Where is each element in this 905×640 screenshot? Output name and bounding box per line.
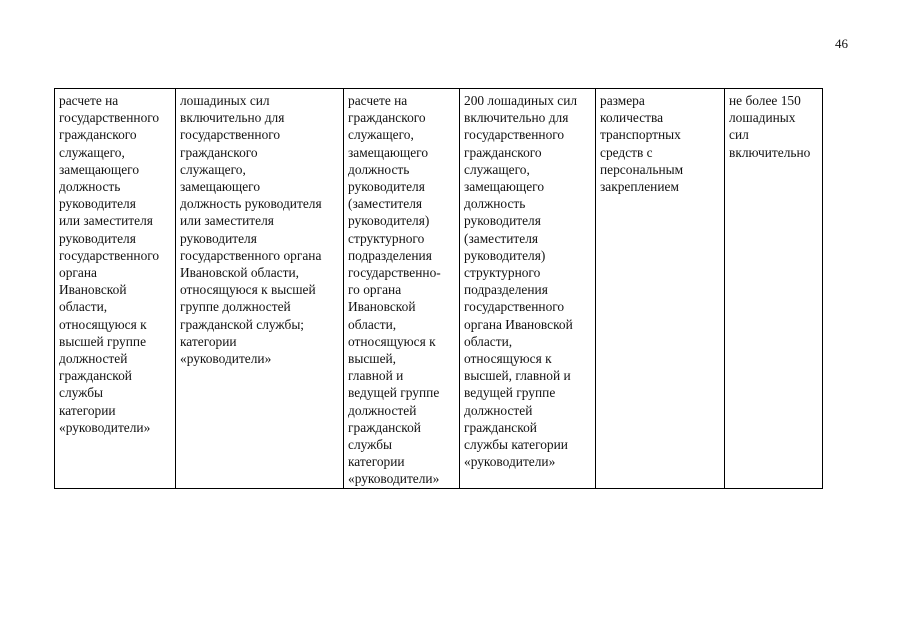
cell-text-line: области, <box>464 333 513 349</box>
cell-text-line: области, <box>348 316 397 332</box>
cell-text-line: замещающего <box>59 161 140 177</box>
cell-text-line: гражданского <box>464 144 542 160</box>
cell-text-line: органа Ивановской <box>464 316 573 332</box>
cell-text-line: средств с <box>600 144 653 160</box>
cell-text-line: ведущей группе <box>464 385 556 401</box>
cell-text-line: ведущей группе <box>348 385 440 401</box>
cell-text-line: государственного <box>180 127 281 143</box>
cell-text-line: должность <box>59 179 121 195</box>
cell-text-line: подразделения <box>348 247 432 263</box>
cell-text-line: государственного органа <box>180 247 322 263</box>
cell-text-line: относящуюся к <box>59 316 147 332</box>
table-cell <box>596 89 725 489</box>
cell-text-line: сил <box>729 127 749 143</box>
cell-text-line: гражданской <box>464 419 537 435</box>
cell-text-line: «руководители» <box>59 419 151 435</box>
cell-text-line: 200 лошадиных сил <box>464 93 578 108</box>
cell-text-line: должностей <box>59 351 128 367</box>
cell-text-line: закреплением <box>600 179 679 195</box>
cell-text-line: высшей группе <box>59 333 147 349</box>
cell-text-line: Ивановской области, <box>180 265 299 281</box>
cell-text-line: руководителя <box>180 230 257 246</box>
cell-text-line: руководителя <box>348 179 425 195</box>
cell-text-line: «руководители» <box>348 471 440 487</box>
cell-text-line: относящуюся к <box>348 333 436 349</box>
cell-text-line: относящуюся к высшей <box>180 282 316 298</box>
cell-text-line: должностей <box>464 402 533 418</box>
cell-text-line: размера <box>600 93 645 108</box>
table-cell <box>725 89 823 489</box>
cell-text-line: категории <box>59 402 116 418</box>
cell-text-line: области, <box>59 299 108 315</box>
cell-text-line: главной и <box>348 368 404 384</box>
cell-text-line: высшей, <box>348 351 397 367</box>
cell-text-line: персональным <box>600 161 684 177</box>
cell-text-line: должность руководителя <box>180 196 322 212</box>
cell-text-line: (заместителя <box>464 230 539 246</box>
cell-text-line: лошадиных сил <box>180 93 270 108</box>
cell-text-line: замещающего <box>464 179 545 195</box>
cell-text-line: «руководители» <box>180 351 272 367</box>
cell-text-line: подразделения <box>464 282 548 298</box>
cell-text-line: относящуюся к <box>464 351 552 367</box>
cell-text-line: включительно <box>729 144 811 160</box>
cell-text-line: количества <box>600 110 664 126</box>
cell-text-line: гражданской службы; <box>180 316 305 332</box>
cell-text-line: «руководители» <box>464 454 556 470</box>
cell-text-line: служащего, <box>59 144 125 160</box>
table-cell <box>344 89 460 489</box>
cell-text-line: структурного <box>348 230 425 246</box>
cell-text-line: руководителя) <box>464 247 546 263</box>
cell-text-line: гражданского <box>348 110 426 126</box>
cell-text-line: должностей <box>348 402 417 418</box>
cell-text-line: должность <box>348 161 410 177</box>
cell-text-line: руководителя <box>59 196 136 212</box>
cell-text-line: структурного <box>464 265 541 281</box>
cell-text-line: Ивановской <box>348 299 416 315</box>
cell-text-line: го органа <box>348 282 402 298</box>
cell-text-line: государственного <box>464 127 565 143</box>
cell-text-line: гражданского <box>180 144 258 160</box>
cell-text-line: или заместителя <box>59 213 153 229</box>
cell-text-line: службы категории <box>464 437 568 453</box>
cell-text-line: расчете на <box>348 93 408 108</box>
cell-text-line: служащего, <box>464 161 530 177</box>
cell-text-line: включительно для <box>464 110 569 126</box>
cell-text-line: не более 150 <box>729 93 801 108</box>
cell-text-line: государственного <box>59 247 160 263</box>
cell-text-line: категории <box>180 333 237 349</box>
cell-text-line: или заместителя <box>180 213 274 229</box>
cell-text-line: руководителя <box>59 230 136 246</box>
cell-text-line: транспортных <box>600 127 681 143</box>
cell-text-line: расчете на <box>59 93 119 108</box>
table-row <box>55 89 823 489</box>
cell-text-line: руководителя <box>464 213 541 229</box>
cell-text-line: (заместителя <box>348 196 423 212</box>
cell-text-line: служащего, <box>348 127 414 143</box>
cell-text-line: включительно для <box>180 110 285 126</box>
cell-text-line: должность <box>464 196 526 212</box>
cell-text-line: государственно- <box>348 265 441 281</box>
cell-text-line: замещающего <box>348 144 429 160</box>
cell-text-line: государственного <box>59 110 160 126</box>
cell-text-line: Ивановской <box>59 282 127 298</box>
cell-text-line: гражданской <box>348 419 421 435</box>
cell-text-line: руководителя) <box>348 213 430 229</box>
table-cell <box>176 89 344 489</box>
table-cell <box>55 89 176 489</box>
cell-text-line: служащего, <box>180 161 246 177</box>
page-number: 46 <box>835 36 848 51</box>
cell-text-line: органа <box>59 265 97 281</box>
document-table <box>54 88 823 489</box>
cell-text-line: группе должностей <box>180 299 291 315</box>
cell-text-line: гражданского <box>59 127 137 143</box>
cell-text-line: службы <box>59 385 104 401</box>
cell-text-line: государственного <box>464 299 565 315</box>
cell-text-line: замещающего <box>180 179 261 195</box>
cell-text-line: высшей, главной и <box>464 368 571 384</box>
table-cell <box>460 89 596 489</box>
cell-text-line: гражданской <box>59 368 132 384</box>
cell-text-line: лошадиных <box>729 110 796 126</box>
cell-text-line: службы <box>348 437 393 453</box>
cell-text-line: категории <box>348 454 405 470</box>
